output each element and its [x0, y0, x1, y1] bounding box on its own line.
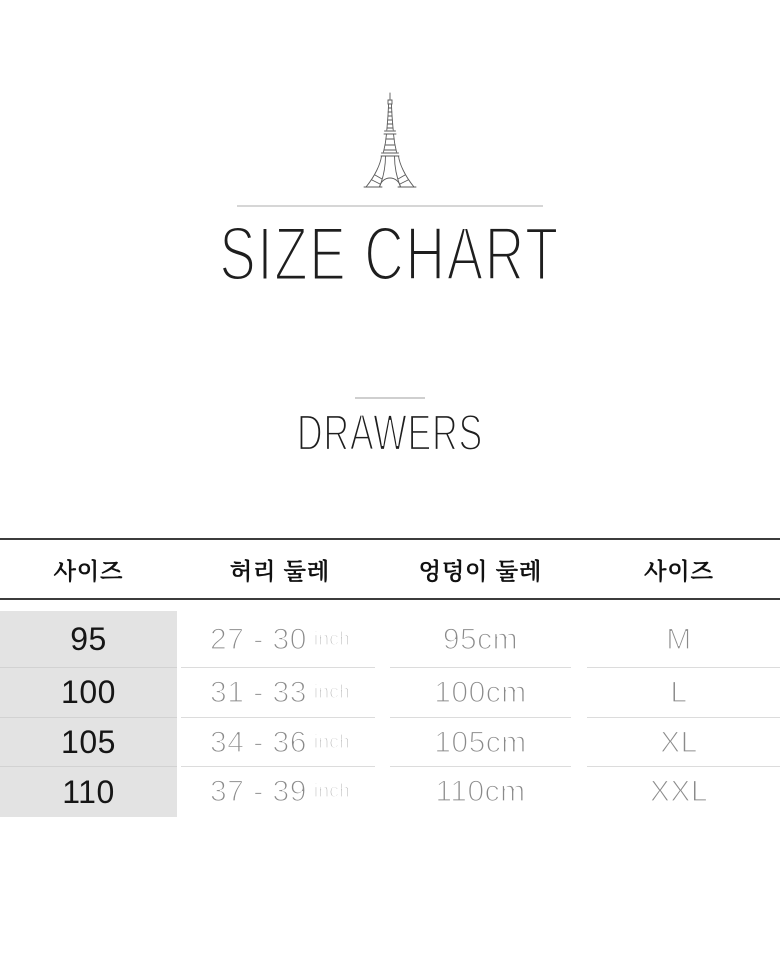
size-table-body	[0, 611, 780, 817]
column-header-waist: 허리 둘레	[229, 557, 331, 584]
column-header-size-kr: 사이즈	[53, 557, 124, 584]
waist-value: 31 - 33	[210, 676, 307, 709]
intl-size-cell: XXL	[649, 775, 709, 808]
subtitle-divider-line	[355, 397, 425, 399]
intl-size-cell: XL	[578, 718, 780, 767]
hip-cell: 105cm	[383, 718, 578, 767]
waist-cell	[177, 611, 383, 668]
waist-cell	[177, 668, 383, 718]
page-title-row	[0, 212, 780, 297]
intl-size-cell: M	[578, 611, 780, 668]
waist-cell	[177, 767, 383, 817]
waist-unit: inch	[313, 781, 350, 802]
eiffel-tower-icon	[360, 92, 420, 192]
waist-value: 34 - 36	[210, 725, 307, 759]
waist-unit: inch	[313, 731, 350, 753]
size-kr-cell: 95	[0, 611, 177, 668]
product-category-row	[0, 403, 780, 461]
title-divider-line	[237, 205, 543, 207]
size-kr-cell: 100	[0, 668, 177, 718]
column-header-size-intl: 사이즈	[644, 557, 714, 584]
hip-cell: 110cm	[435, 775, 526, 808]
waist-unit: inch	[313, 628, 350, 650]
size-kr-cell: 105	[0, 718, 177, 767]
waist-unit: inch	[313, 682, 350, 703]
size-kr-cell: 110	[0, 767, 177, 817]
waist-value: 37 - 39	[210, 775, 307, 808]
page-title: SIZE CHART	[219, 211, 561, 297]
waist-cell	[177, 718, 383, 767]
product-category-title: DRAWERS	[296, 403, 484, 461]
waist-value: 27 - 30	[210, 622, 307, 656]
intl-size-cell: L	[578, 668, 780, 718]
size-table-header-row	[0, 538, 780, 600]
column-header-hip: 엉덩이 둘레	[418, 557, 543, 584]
hip-cell: 100cm	[383, 668, 578, 718]
hip-cell: 95cm	[383, 611, 578, 668]
